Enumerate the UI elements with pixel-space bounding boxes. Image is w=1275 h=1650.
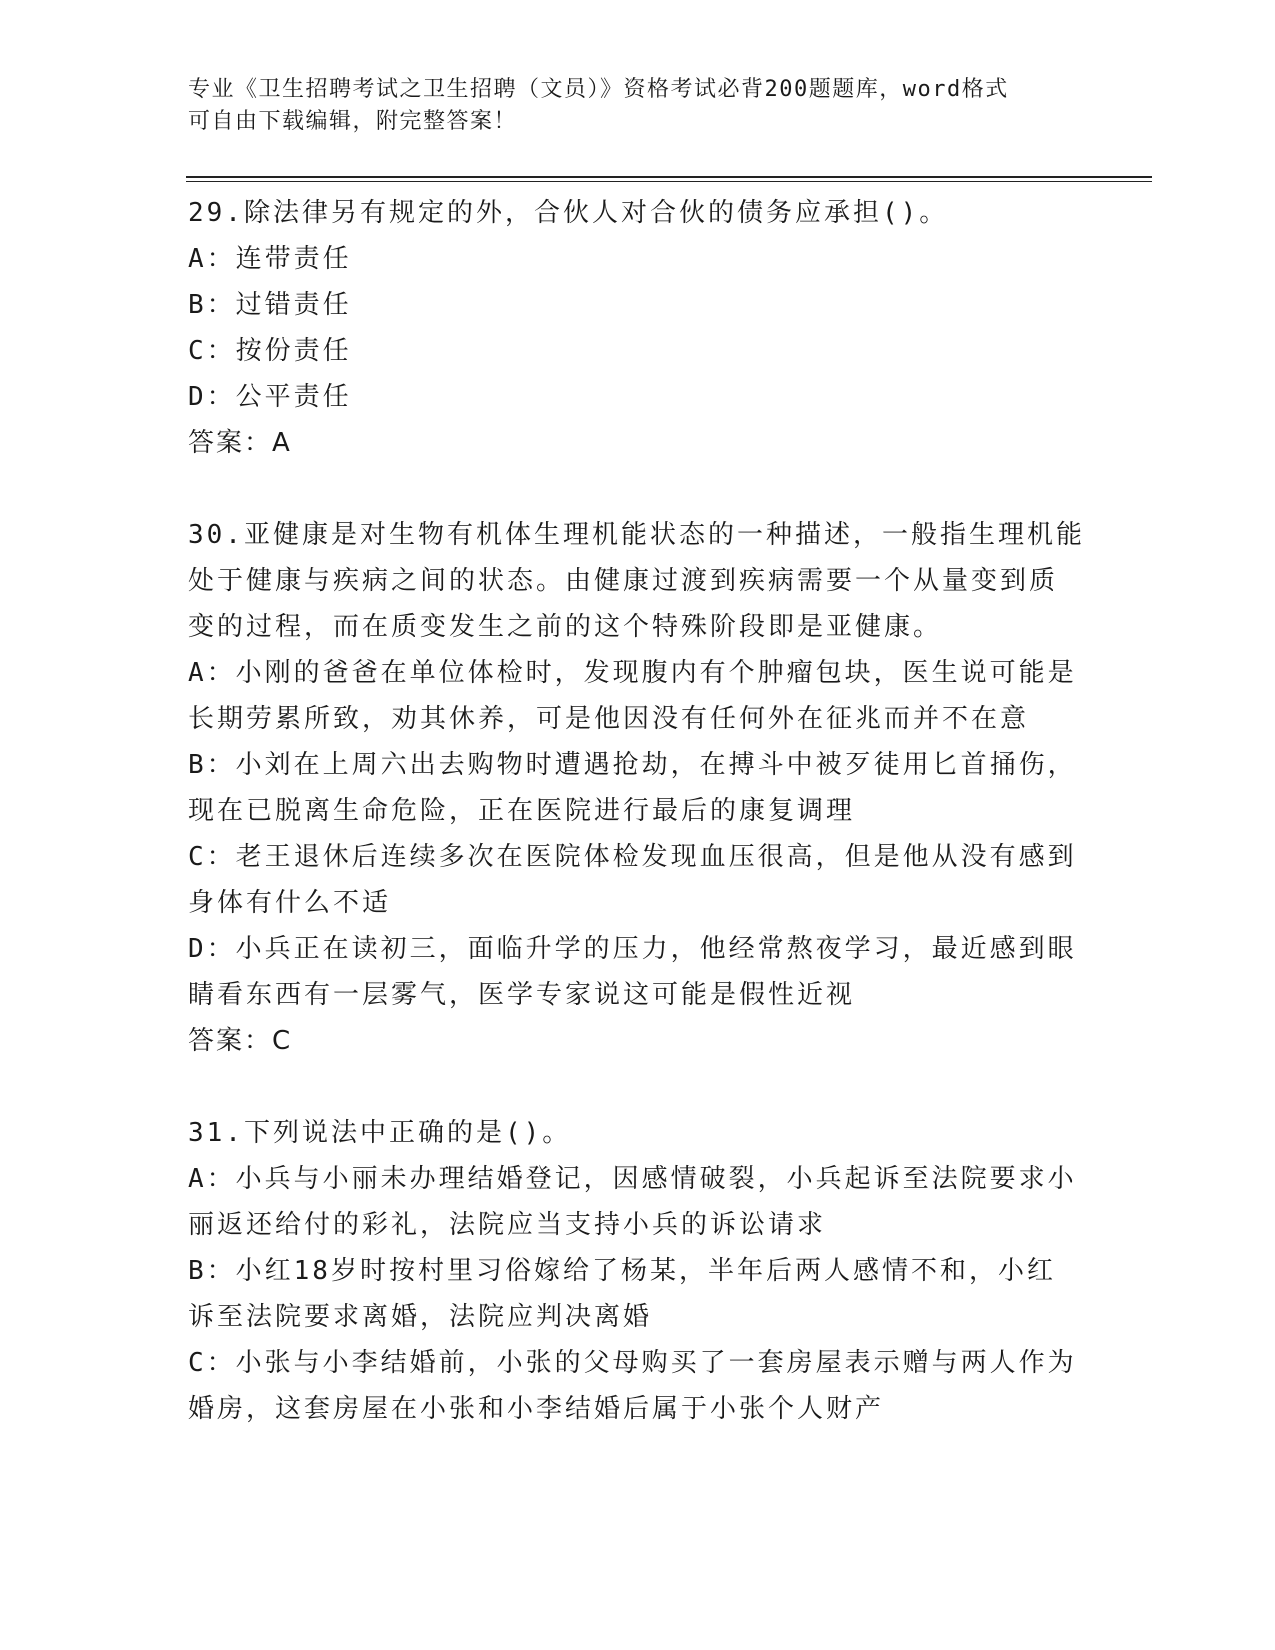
- answer-line: 答案：A: [188, 428, 292, 458]
- option-b: B：过错责任: [188, 290, 352, 320]
- option-a: A：小兵与小丽未办理结婚登记，因感情破裂，小兵起诉至法院要求小: [188, 1164, 1077, 1194]
- question-spacer: [188, 466, 1088, 512]
- option-b: B：小刘在上周六出去购物时遭遇抢劫，在搏斗中被歹徒用匕首捅伤，: [188, 750, 1077, 780]
- question-stem: 31.下列说法中正确的是()。: [188, 1118, 572, 1148]
- option-c: 身体有什么不适: [188, 888, 392, 918]
- option-c: 婚房，这套房屋在小张和小李结婚后属于小张个人财产: [188, 1394, 885, 1424]
- option-a: 长期劳累所致，劝其休养，可是他因没有任何外在征兆而并不在意: [188, 704, 1030, 734]
- question-stem: 处于健康与疾病之间的状态。由健康过渡到疾病需要一个从量变到质: [188, 566, 1059, 596]
- option-c: C：小张与小李结婚前，小张的父母购买了一套房屋表示赠与两人作为: [188, 1348, 1077, 1378]
- header-line: 可自由下载编辑，附完整答案！: [188, 109, 518, 134]
- option-a: A：小刚的爸爸在单位体检时，发现腹内有个肿瘤包块，医生说可能是: [188, 658, 1077, 688]
- option-c: C：按份责任: [188, 336, 352, 366]
- question-29: [188, 190, 1088, 466]
- question-list: [188, 190, 1088, 1432]
- option-b: 诉至法院要求离婚，法院应判决离婚: [188, 1302, 653, 1332]
- document-header: [188, 74, 1068, 138]
- header-divider: [186, 176, 1152, 182]
- option-a: 丽返还给付的彩礼，法院应当支持小兵的诉讼请求: [188, 1210, 827, 1240]
- question-31: [188, 1110, 1088, 1432]
- header-line: 专业《卫生招聘考试之卫生招聘（文员）》资格考试必背200题题库，word格式: [188, 77, 1009, 102]
- question-spacer: [188, 1064, 1088, 1110]
- question-30: [188, 512, 1088, 1064]
- question-stem: 变的过程，而在质变发生之前的这个特殊阶段即是亚健康。: [188, 612, 943, 642]
- option-d: 睛看东西有一层雾气，医学专家说这可能是假性近视: [188, 980, 856, 1010]
- question-stem: 30.亚健康是对生物有机体生理机能状态的一种描述，一般指生理机能: [188, 520, 1085, 550]
- option-d: D：小兵正在读初三，面临升学的压力，他经常熬夜学习，最近感到眼: [188, 934, 1077, 964]
- option-c: C：老王退休后连续多次在医院体检发现血压很高，但是他从没有感到: [188, 842, 1077, 872]
- question-stem: 29.除法律另有规定的外，合伙人对合伙的债务应承担()。: [188, 198, 949, 228]
- option-d: D：公平责任: [188, 382, 352, 412]
- option-a: A：连带责任: [188, 244, 352, 274]
- answer-line: 答案：C: [188, 1026, 293, 1056]
- option-b: B：小红18岁时按村里习俗嫁给了杨某，半年后两人感情不和，小红: [188, 1256, 1056, 1286]
- option-b: 现在已脱离生命危险，正在医院进行最后的康复调理: [188, 796, 856, 826]
